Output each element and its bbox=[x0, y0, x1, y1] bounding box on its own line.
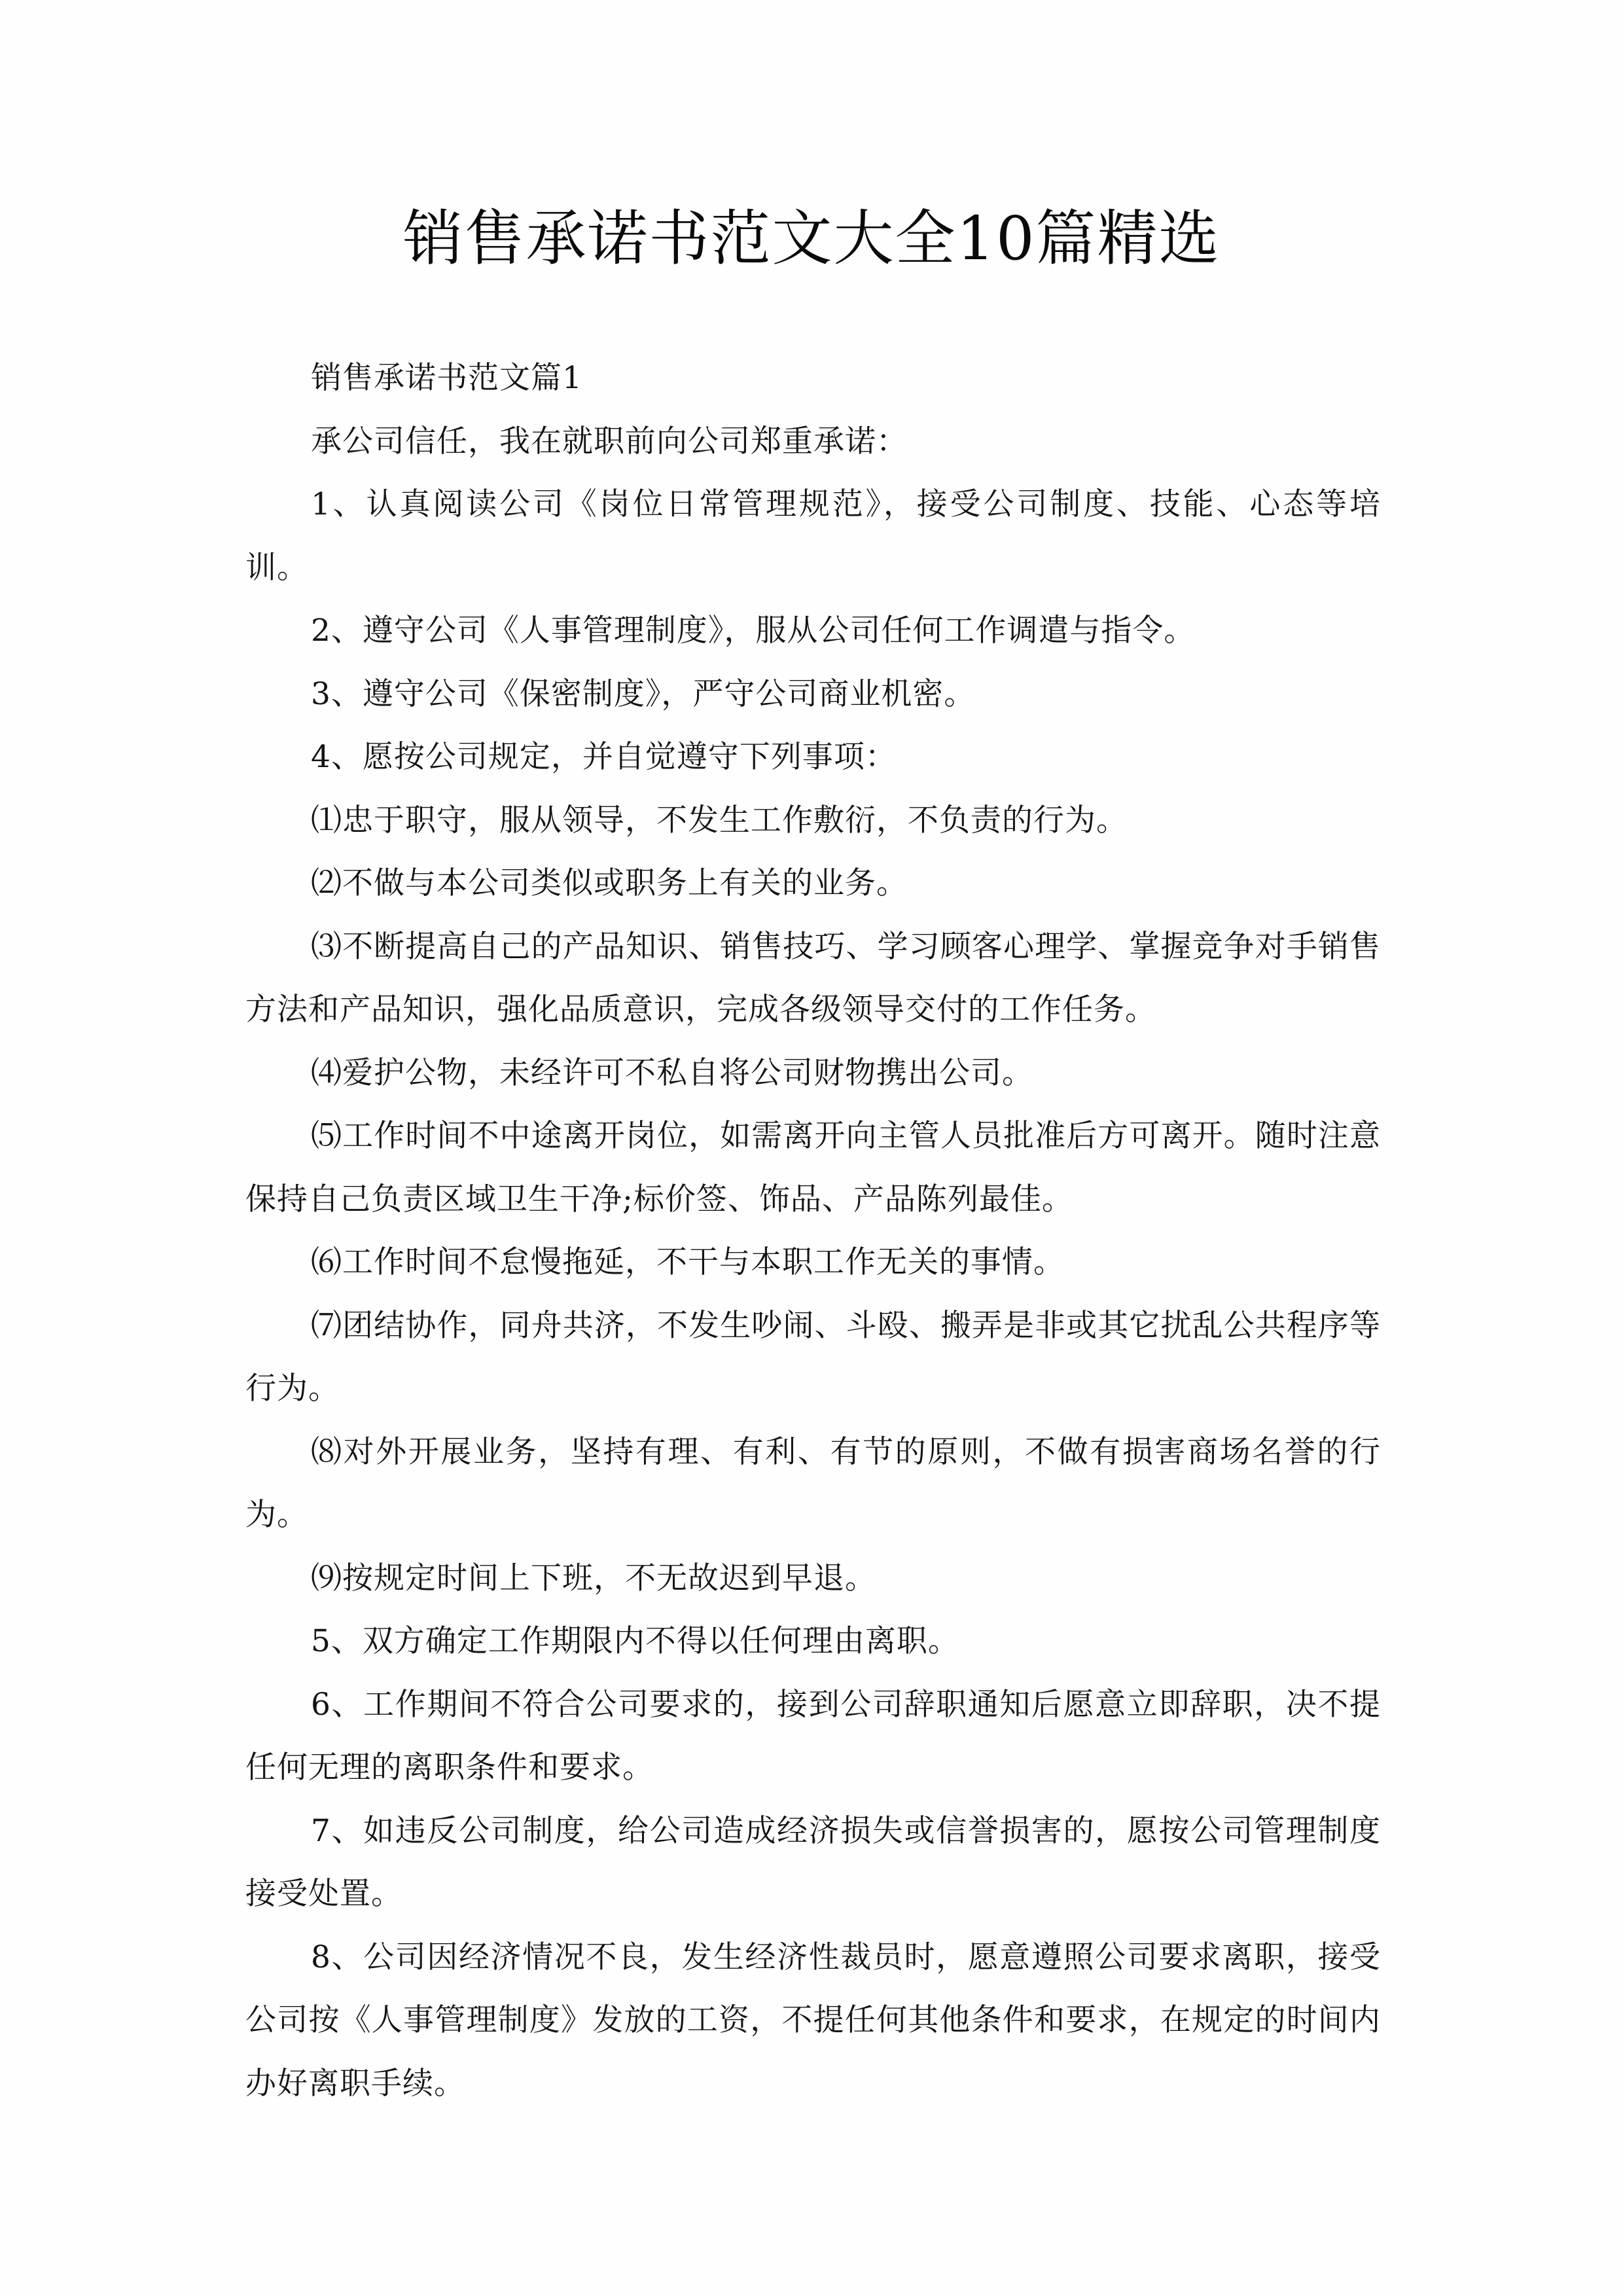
section-heading: 销售承诺书范文篇1 bbox=[311, 360, 582, 396]
subclause-9: ⑼按规定时间上下班，不无故迟到早退。 bbox=[311, 1560, 876, 1596]
clause-2: 2、遵守公司《人事管理制度》，服从公司任何工作调遣与指令。 bbox=[311, 613, 1196, 649]
clause-4: 4、愿按公司规定，并自觉遵守下列事项： bbox=[311, 739, 897, 775]
subclause-6: ⑹工作时间不怠慢拖延，不干与本职工作无关的事情。 bbox=[311, 1244, 1065, 1280]
subclause-7: ⑺团结协作，同舟共济，不发生吵闹、斗殴、搬弄是非或其它扰乱公共程序等行为。 bbox=[245, 1307, 1381, 1407]
subclause-2: ⑵不做与本公司类似或职务上有关的业务。 bbox=[311, 865, 908, 901]
clause-5: 5、双方确定工作期限内不得以任何理由离职。 bbox=[311, 1623, 959, 1659]
subclause-3: ⑶不断提高自己的产品知识、销售技巧、学习顾客心理学、掌握竞争对手销售方法和产品知识，强化品质意识，完成各级领导交付的工作任务。 bbox=[245, 928, 1381, 1028]
subclause-4: ⑷爱护公物，未经许可不私自将公司财物携出公司。 bbox=[311, 1054, 1033, 1091]
clause-8: 8、公司因经济情况不良，发生经济性裁员时，愿意遵照公司要求离职，接受公司按《人事管理制度》发放的工资，不提任何其他条件和要求，在规定的时间内办好离职手续。 bbox=[245, 1939, 1381, 2102]
clause-1: 1、认真阅读公司《岗位日常管理规范》，接受公司制度、技能、心态等培训。 bbox=[245, 486, 1381, 586]
subclause-8: ⑻对外开展业务，坚持有理、有利、有节的原则，不做有损害商场名誉的行为。 bbox=[245, 1433, 1381, 1533]
subclause-1: ⑴忠于职守，服从领导，不发生工作敷衍，不负责的行为。 bbox=[311, 802, 1128, 838]
intro-paragraph: 承公司信任，我在就职前向公司郑重承诺： bbox=[311, 423, 908, 459]
clause-3: 3、遵守公司《保密制度》，严守公司商业机密。 bbox=[311, 675, 976, 712]
document-body bbox=[245, 347, 1381, 2115]
document-title: 销售承诺书范文大全10篇精选 bbox=[402, 204, 1221, 274]
subclause-5: ⑸工作时间不中途离开岗位，如需离开向主管人员批准后方可离开。随时注意保持自己负责区域卫生干净;标价签、饰品、产品陈列最佳。 bbox=[245, 1118, 1381, 1217]
clause-7: 7、如违反公司制度，给公司造成经济损失或信誉损害的，愿按公司管理制度接受处置。 bbox=[245, 1812, 1381, 1912]
clause-6: 6、工作期间不符合公司要求的，接到公司辞职通知后愿意立即辞职，决不提任何无理的离职条件和要求。 bbox=[245, 1686, 1381, 1785]
